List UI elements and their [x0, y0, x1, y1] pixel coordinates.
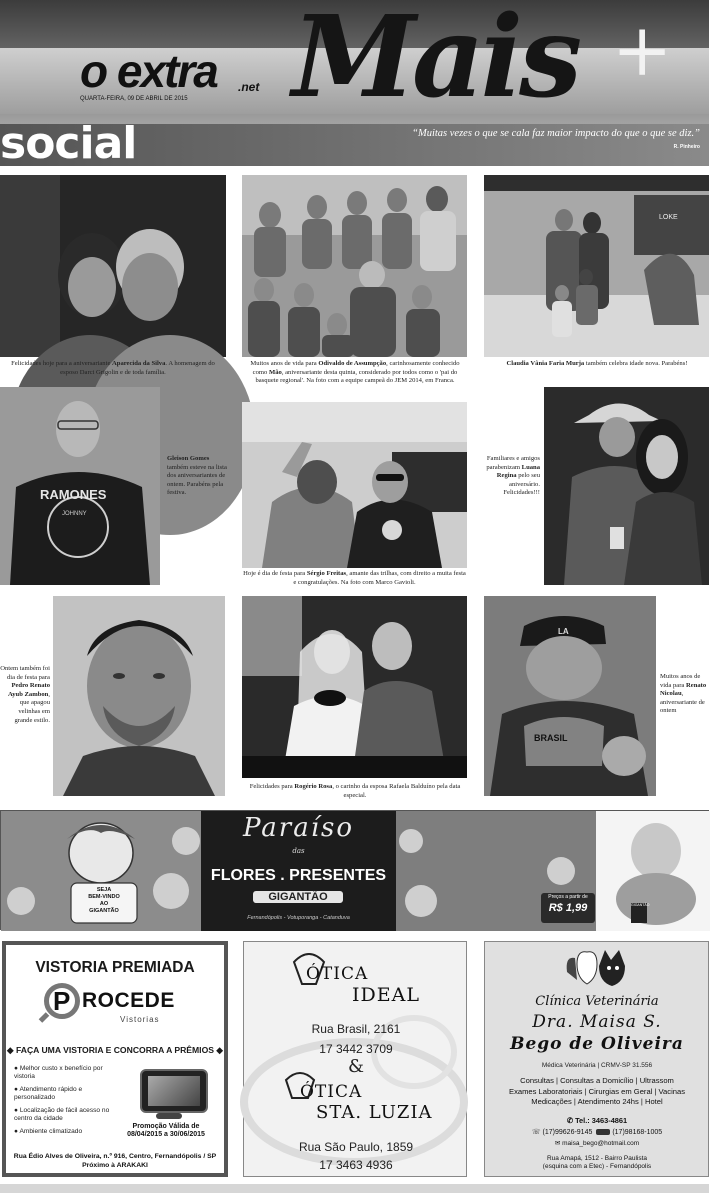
otica1-address: Rua Brasil, 2161 [311, 1022, 401, 1036]
caption-text: . A homenagem do esposo Darci Grigolin e de toda família. [60, 360, 215, 376]
caption-name: Rogério Rosa [294, 783, 333, 790]
procede-logo-stem [39, 1012, 50, 1023]
ramones-text: RAMONES [40, 487, 107, 502]
caption-text: Felicidades para [249, 783, 295, 790]
caption-text: Hoje é dia de festa para [243, 570, 307, 577]
price-value: R$ 1,99 [548, 902, 588, 914]
caption-text: Muitos anos de vida para [250, 360, 319, 367]
store-sign: LOKE [659, 214, 678, 221]
caption-text: , que apagou velinhas em grande estilo. [14, 690, 50, 724]
procede-ad[interactable] [2, 941, 228, 1177]
photo-claudia [484, 175, 709, 357]
procede-tagline [6, 1045, 224, 1056]
bullet-item [14, 1107, 124, 1123]
promo-block [110, 1123, 222, 1139]
caption-sergio [242, 570, 467, 587]
photo-rogerio [242, 596, 467, 778]
vet-ad[interactable] [484, 941, 709, 1177]
service-line: Medicações | Atendimento 24hs | Hotel [531, 1097, 663, 1106]
bullet-text: Localização de fácil acesso no centro da cidade [14, 1107, 110, 1122]
caption-text: Felicidades hoje para a aniversariante [11, 360, 113, 367]
cap-logo: LA [558, 627, 569, 636]
paraiso-sub: das [292, 847, 305, 855]
vet-tel [485, 1116, 709, 1125]
operator-icon [596, 1129, 610, 1135]
photo-aparecida [0, 175, 226, 357]
caption-name: Luana Regina [496, 463, 540, 480]
cel-text: (17)99626-9145 [542, 1129, 593, 1136]
procede-bullets [14, 1065, 124, 1136]
address-text: (esquina com a Etec) - Fernandópolis [542, 1163, 652, 1170]
photo-renato [484, 596, 656, 796]
otica2-name-a: ÓTICA [300, 1082, 363, 1102]
photo-sergio [242, 402, 467, 568]
caption-rogerio [244, 783, 466, 800]
photo-odivaldo-team [242, 175, 467, 357]
procede-logo-circle [44, 983, 80, 1019]
caption-text: , aniversariante de ontem [660, 690, 705, 715]
procede-logo-sub: Vistorias [120, 1015, 160, 1024]
brand-text: o extra [80, 45, 217, 97]
bullet-item [14, 1065, 124, 1081]
caption-name: Sérgio Freitas [306, 570, 347, 577]
caption-text: , amante das trilhas, com direito a muita festa e congratulações. Na foto com Marco Gavioli. [293, 570, 466, 586]
caption-name: Aparecida da Silva [112, 360, 166, 367]
caption-text: também esteve na lista dos aniversariantes de ontem. Parabéns pela festiva. [167, 463, 227, 497]
bullet-item [14, 1086, 124, 1102]
vet-services [485, 1076, 709, 1108]
procede-logo-letter: P [53, 986, 71, 1016]
vet-line3: Bego de Oliveira [510, 1034, 684, 1054]
procede-title: VISTORIA PREMIADA [35, 959, 195, 976]
paraiso-title: Paraíso [242, 813, 355, 843]
caption-name: Mão [268, 368, 282, 376]
cartoon-text: AO [99, 901, 109, 907]
photo-pedro [53, 596, 225, 796]
email-icon: ✉ [554, 1140, 563, 1147]
bullet-text: Ambiente climatizado [19, 1128, 83, 1135]
service-line: Exames Laboratoriais | Cirurgias em Geral | Vacinas [509, 1086, 685, 1096]
otica-ad[interactable] [243, 941, 467, 1177]
procede-logo-name: ROCEDE [82, 989, 175, 1012]
caption-renato [660, 673, 708, 716]
paraiso-ad[interactable] [0, 810, 709, 930]
procede-address [6, 1153, 224, 1170]
brand-suffix: .net [238, 80, 260, 94]
vet-line1: Clínica Veterinária [535, 994, 659, 1009]
bullet-text: Melhor custo x benefício por vistoria [14, 1065, 103, 1080]
photo-gleison [0, 387, 160, 585]
bullet-icon: ● [14, 1086, 20, 1093]
section-bar [0, 118, 709, 169]
paraiso-cities: Fernandópolis - Votuporanga - Catanduva [247, 915, 350, 921]
price-tag [541, 893, 595, 923]
section-title: social [0, 118, 137, 169]
brand-logo [80, 44, 217, 98]
caption-text: Ontem também foi dia de festa para [0, 665, 50, 681]
caption-aparecida [2, 360, 224, 377]
caption-gleison [167, 455, 227, 498]
bullet-icon: ● [14, 1107, 20, 1114]
quote: “Muitas vezes o que se cala faz maior impacto do que o que se diz.” [412, 128, 700, 139]
shirt-text: JOHNNY [62, 511, 87, 517]
tel-text: Tel.: 3463-4861 [575, 1116, 628, 1125]
price-label: Preços a partir de [548, 894, 588, 900]
photo-luana [544, 387, 709, 585]
caption-claudia [486, 360, 708, 369]
mais-title: Mais [292, 0, 579, 123]
caption-luana [486, 455, 540, 498]
flower-tag: GIGANTÃO [631, 903, 647, 923]
promo-dates: 08/04/2015 a 30/06/2015 [127, 1131, 205, 1138]
caption-odivaldo [244, 360, 466, 386]
caption-text: , carinhosamente conhecido como [252, 360, 460, 376]
service-line: Consultas | Consultas a Domicílio | Ultrassom [520, 1076, 674, 1085]
cartoon-text: BEM-VINDO [88, 894, 120, 900]
otica1-phone: 17 3442 3709 [319, 1042, 393, 1056]
caption-text: , aniversariante desta quinta, considerado por todos como o 'pai do basquete regional'. Na foto com a equipe campeã do JEM 2014, em Franca. [255, 368, 458, 385]
caption-text: também celebra idade nova. Parabéns! [584, 360, 688, 367]
address-text: Rua Amapá, 1512 - Bairro Paulista [546, 1155, 648, 1162]
issue-date: QUARTA-FEIRA, 09 DE ABRIL DE 2015 [80, 96, 188, 102]
caption-name: Pedro Renato Ayub Zambon [7, 682, 50, 698]
address-text: Rua Édio Alves de Oliveira, n.º 916, Centro, Fernandópolis / SP [13, 1153, 217, 1160]
caption-text: Muitos anos de vida para [660, 673, 701, 689]
vet-role: Médica Veterinária | CRMV-SP 31.556 [541, 1062, 653, 1069]
cartoon-text: SEJA [96, 887, 112, 893]
masthead [0, 0, 709, 130]
otica2-phone: 17 3463 4936 [319, 1158, 393, 1172]
diamond-icon: ◆ [7, 1045, 16, 1055]
otica2-address: Rua São Paulo, 1859 [298, 1140, 414, 1154]
promo-label: Promoção Válida de [132, 1123, 200, 1130]
vet-cells [485, 1128, 709, 1136]
gps-stand [156, 1113, 182, 1119]
diamond-icon: ◆ [213, 1045, 223, 1055]
cartoon-sign [75, 887, 133, 915]
vet-address [485, 1155, 709, 1171]
shirt-text: BRASIL [534, 733, 568, 743]
vet-line2: Dra. Maisa S. [532, 1012, 662, 1032]
caption-name: Odivaldo de Assumpção [318, 360, 387, 367]
bullet-icon: ● [14, 1128, 20, 1135]
caption-name: Renato Nicolau [660, 681, 707, 698]
tagline-text: FAÇA UMA VISTORIA E CONCORRA A PRÊMIOS [16, 1045, 214, 1055]
otica2-name-b: STA. LUZIA [316, 1102, 433, 1123]
vet-email [485, 1139, 709, 1147]
reference-text: Próximo à ARAKAKI [82, 1161, 148, 1169]
email-text: maisa_bego@hotmail.com [562, 1140, 640, 1147]
bullet-item [14, 1128, 124, 1136]
otica1-name-b: IDEAL [352, 984, 420, 1006]
gps-device-icon [140, 1069, 208, 1113]
cartoon-text: GIGANTÃO [89, 908, 119, 914]
ampersand: & [347, 1056, 365, 1077]
bullet-icon: ● [14, 1065, 20, 1072]
bullet-text: Atendimento rápido e personalizado [14, 1086, 83, 1101]
plus-sign: + [612, 8, 673, 92]
caption-text: Familiares e amigos parabenizam [486, 455, 540, 471]
quote-author: R. Pinheiro [673, 144, 700, 150]
whatsapp-icon: ☏ [531, 1129, 543, 1136]
caption-text: , o carinho da esposa Rafaela Balduíno pela data especial. [332, 783, 461, 799]
caption-name: Claudia Vânia Faria Murja [506, 360, 585, 367]
caption-pedro [0, 665, 50, 725]
footer-bar [0, 1184, 709, 1193]
gigantao-logo: GIGANTÃO [253, 891, 343, 903]
caption-name: Gleison Gomes [167, 455, 210, 462]
paraiso-headline: FLORES . PRESENTES [210, 867, 387, 884]
phone-icon: ✆ [566, 1116, 576, 1125]
cel-text: (17)98168-1005 [612, 1129, 663, 1136]
caption-text: pelo seu aniversário. Felicidades!!! [503, 472, 540, 497]
otica1-name-a: ÓTICA [306, 964, 369, 984]
